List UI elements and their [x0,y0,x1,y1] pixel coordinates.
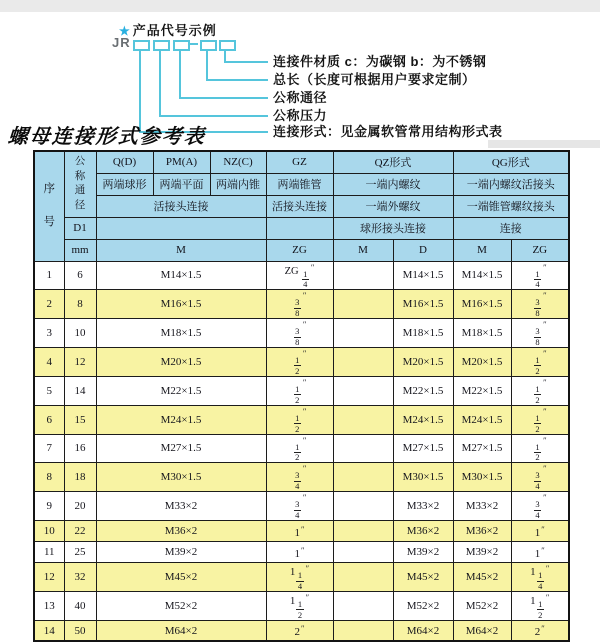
diagram-heading-text: 产品代号示例 [132,23,217,38]
unit-qz-d: D [393,239,453,261]
table-row [34,405,569,434]
desc-qz-inner-thread: 一端内螺纹 [333,173,453,195]
table-row [34,348,569,377]
cell-m: M39×2 [96,542,266,563]
table-title: 螺母连接形式参考表 [7,126,207,148]
cell-qz-d: M52×2 [393,591,453,620]
cell-qz-d: M36×2 [393,521,453,542]
code-label-material: 连接件材质 c：为碳钢 b：为不锈钢 [273,54,487,69]
unit-qg-zg: ZG [511,239,569,261]
cell-zg: $\frac{3}{4}$ ″ [266,463,333,492]
cell-dn: 16 [64,434,96,463]
cell-serial: 6 [34,405,64,434]
cell-m: M27×1.5 [96,434,266,463]
table-row [34,620,569,641]
cell-serial: 7 [34,434,64,463]
cell-qz-m [333,542,393,563]
cell-serial: 1 [34,261,64,290]
cell-qg-m: M39×2 [453,542,511,563]
cell-qz-d: M39×2 [393,542,453,563]
table-row [34,376,569,405]
cell-zg: 1″ [266,521,333,542]
cell-serial: 8 [34,463,64,492]
cell-m: M14×1.5 [96,261,266,290]
cell-qz-d: M16×1.5 [393,290,453,319]
cell-qz-m [333,521,393,542]
cell-dn: 50 [64,620,96,641]
star-icon: ★ [119,24,131,38]
cell-serial: 13 [34,591,64,620]
cell-qg-zg: 1 $\frac{1}{4}$ ″ [511,563,569,592]
cell-m: M16×1.5 [96,290,266,319]
desc-qd: 两端球形 [96,173,153,195]
col-header-qg: QG形式 [453,151,569,173]
connector-line [206,79,268,81]
desc-qz-outer-thread: 一端外螺纹 [333,195,453,217]
cell-qg-m: M45×2 [453,563,511,592]
cell-serial: 10 [34,521,64,542]
code-prefix: JR [112,35,131,50]
cell-zg: $\frac{1}{2}$ ″ [266,405,333,434]
unit-zg: ZG [266,239,333,261]
table-row [34,591,569,620]
cell-qz-m [333,290,393,319]
cell-zg: 1″ [266,542,333,563]
cell-qg-m: M24×1.5 [453,405,511,434]
col-header-gz: GZ [266,151,333,173]
cell-qg-zg: $\frac{1}{2}$ ″ [511,405,569,434]
cell-qg-zg: 1″ [511,521,569,542]
table-row [34,290,569,319]
cell-m: M20×1.5 [96,348,266,377]
cell-dn: 40 [64,591,96,620]
page-edge-shading-top [0,0,600,12]
connector-line [179,97,268,99]
cell-qg-zg: $\frac{1}{2}$ ″ [511,376,569,405]
cell-m: M24×1.5 [96,405,266,434]
cell-qg-m: M52×2 [453,591,511,620]
unit-m-wide: M [96,239,266,261]
cell-dn: 18 [64,463,96,492]
code-label-length: 总长（长度可根据用户要求定制） [273,72,476,87]
desc-qz-ball-joint-connection: 球形接头连接 [333,217,453,239]
nut-connection-reference-table [33,150,570,642]
cell-qg-zg: $\frac{3}{8}$ ″ [511,319,569,348]
cell-m: M22×1.5 [96,376,266,405]
connector-line [159,49,161,117]
col-header-nominal-text: 公称通径 [74,155,86,211]
code-label-pressure: 公称压力 [273,108,328,123]
cell-qg-m: M22×1.5 [453,376,511,405]
code-label-connection: 连接形式：见金属软管常用结构形式表 [273,124,503,139]
cell-serial: 14 [34,620,64,641]
connector-line [224,61,268,63]
cell-zg: $\frac{3}{8}$ ″ [266,290,333,319]
cell-qz-m [333,463,393,492]
cell-zg: 2″ [266,620,333,641]
col-header-nzc: NZ(C) [210,151,266,173]
cell-qg-m: M18×1.5 [453,319,511,348]
cell-qg-m: M20×1.5 [453,348,511,377]
col-header-d1: D1 [64,217,96,239]
unit-qg-m: M [453,239,511,261]
code-box-5 [219,40,236,51]
cell-zg: 1 $\frac{1}{2}$ ″ [266,591,333,620]
cell-qz-d: M14×1.5 [393,261,453,290]
cell-zg: 1 $\frac{1}{4}$ ″ [266,563,333,592]
cell-qg-m: M27×1.5 [453,434,511,463]
table-row [34,521,569,542]
cell-dn: 22 [64,521,96,542]
cell-qz-m [333,492,393,521]
table-row [34,463,569,492]
cell-zg: $\frac{3}{8}$ ″ [266,319,333,348]
connector-line [179,49,181,99]
unit-mm: mm [64,239,96,261]
cell-zg: ZG $\frac{1}{4}$ ″ [266,261,333,290]
connector-line [159,115,268,117]
desc-gz: 两端锥管 [266,173,333,195]
cell-qg-zg: $\frac{3}{4}$ ″ [511,463,569,492]
table-row [34,434,569,463]
code-box-4 [200,40,217,51]
cell-dn: 32 [64,563,96,592]
col-header-nominal [64,151,96,217]
cell-dn: 20 [64,492,96,521]
cell-qz-d: M27×1.5 [393,434,453,463]
cell-serial: 9 [34,492,64,521]
cell-qg-m: M16×1.5 [453,290,511,319]
cell-dn: 25 [64,542,96,563]
cell-m: M30×1.5 [96,463,266,492]
cell-serial: 12 [34,563,64,592]
header-empty-cell [96,217,266,239]
cell-qz-d: M33×2 [393,492,453,521]
code-label-diameter: 公称通径 [273,90,328,105]
cell-serial: 5 [34,376,64,405]
cell-qg-zg: $\frac{1}{4}$ ″ [511,261,569,290]
col-header-pma: PM(A) [153,151,210,173]
cell-qz-m [333,434,393,463]
col-header-qz: QZ形式 [333,151,453,173]
unit-qz-m: M [333,239,393,261]
cell-qg-m: M33×2 [453,492,511,521]
cell-dn: 12 [64,348,96,377]
cell-qz-d: M24×1.5 [393,405,453,434]
cell-qz-m [333,319,393,348]
table-row [34,542,569,563]
desc-union-connection: 活接头连接 [96,195,266,217]
page-edge-shading-right [488,140,600,148]
desc-qg-taper-thread-joint: 一端锥管螺纹接头 [453,195,569,217]
cell-m: M36×2 [96,521,266,542]
cell-zg: $\frac{1}{2}$ ″ [266,434,333,463]
cell-qz-m [333,348,393,377]
code-box-2 [153,40,170,51]
col-header-qd: Q(D) [96,151,153,173]
cell-qg-zg: $\frac{3}{8}$ ″ [511,290,569,319]
desc-nzc: 两端内锥 [210,173,266,195]
cell-qz-d: M45×2 [393,563,453,592]
desc-pma: 两端平面 [153,173,210,195]
cell-qg-zg: $\frac{3}{4}$ ″ [511,492,569,521]
cell-zg: $\frac{3}{4}$ ″ [266,492,333,521]
cell-dn: 15 [64,405,96,434]
cell-qz-d: M64×2 [393,620,453,641]
cell-qz-m [333,405,393,434]
cell-qz-m [333,591,393,620]
cell-serial: 3 [34,319,64,348]
table-row [34,319,569,348]
cell-dn: 8 [64,290,96,319]
table-body [34,261,569,641]
cell-qz-m [333,620,393,641]
code-box-3 [173,40,190,51]
cell-qg-m: M30×1.5 [453,463,511,492]
cell-qz-d: M30×1.5 [393,463,453,492]
cell-zg: $\frac{1}{2}$ ″ [266,376,333,405]
code-box-1 [133,40,150,51]
cell-qg-zg: 2″ [511,620,569,641]
cell-zg: $\frac{1}{2}$ ″ [266,348,333,377]
code-dash [189,43,198,45]
cell-qz-d: M18×1.5 [393,319,453,348]
cell-qg-zg: $\frac{1}{2}$ ″ [511,348,569,377]
cell-serial: 11 [34,542,64,563]
cell-dn: 10 [64,319,96,348]
cell-qz-m [333,376,393,405]
cell-m: M18×1.5 [96,319,266,348]
cell-dn: 14 [64,376,96,405]
desc-qg-inner-thread-union: 一端内螺纹活接头 [453,173,569,195]
col-header-serial [34,151,64,261]
cell-qz-m [333,261,393,290]
cell-m: M33×2 [96,492,266,521]
cell-qz-d: M20×1.5 [393,348,453,377]
cell-qg-m: M14×1.5 [453,261,511,290]
cell-qg-zg: $\frac{1}{2}$ ″ [511,434,569,463]
table-row [34,492,569,521]
connector-line [206,49,208,81]
cell-qz-d: M22×1.5 [393,376,453,405]
cell-m: M45×2 [96,563,266,592]
cell-serial: 4 [34,348,64,377]
col-header-serial-text: 序号 [43,182,55,229]
cell-qg-m: M64×2 [453,620,511,641]
header-empty-cell [266,217,333,239]
cell-qg-m: M36×2 [453,521,511,542]
desc-gz-union-connection: 活接头连接 [266,195,333,217]
cell-qg-zg: 1″ [511,542,569,563]
cell-serial: 2 [34,290,64,319]
diagram-heading [119,20,217,39]
desc-qg-connection: 连接 [453,217,569,239]
cell-m: M52×2 [96,591,266,620]
cell-m: M64×2 [96,620,266,641]
cell-dn: 6 [64,261,96,290]
table-row [34,261,569,290]
cell-qg-zg: 1 $\frac{1}{2}$ ″ [511,591,569,620]
